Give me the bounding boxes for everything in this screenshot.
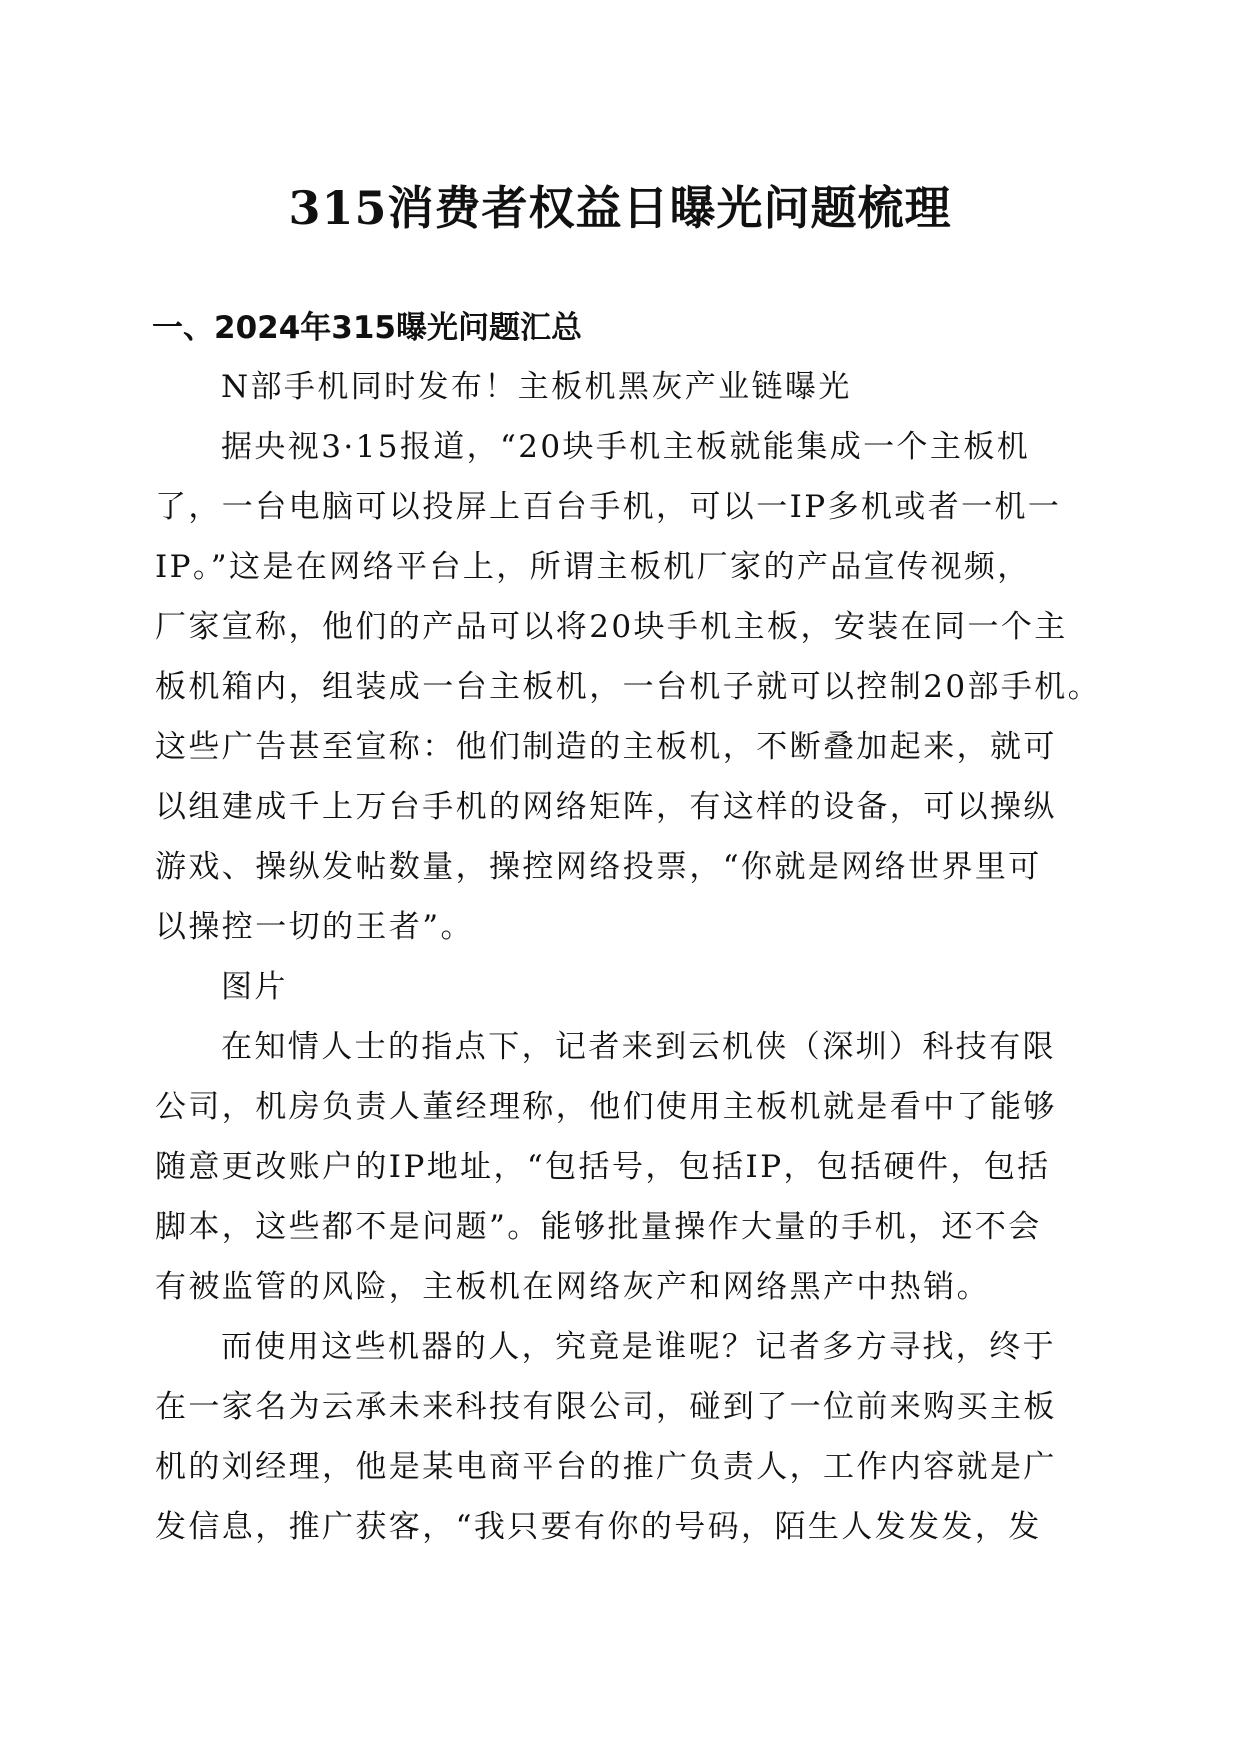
body-line: 机的刘经理，他是某电商平台的推广负责人，工作内容就是广: [155, 1449, 1057, 1485]
body-line: 以组建成千上万台手机的网络矩阵，有这样的设备，可以操纵: [155, 789, 1057, 825]
body-line: 有被监管的风险，主板机在网络灰产和网络黑产中热销。: [155, 1269, 990, 1305]
body-line: 而使用这些机器的人，究竟是谁呢？记者多方寻找，终于: [221, 1329, 1056, 1365]
body-line: 发信息，推广获客，“我只要有你的号码，陌生人发发发，发: [155, 1509, 1042, 1545]
document-body: [155, 357, 1102, 1557]
body-line: 在一家名为云承未来科技有限公司，碰到了一位前来购买主板: [155, 1389, 1057, 1425]
body-line: 在知情人士的指点下，记者来到云机侠（深圳）科技有限: [221, 1029, 1056, 1065]
body-line: 以操控一切的王者”。: [155, 909, 474, 945]
body-line: 据央视3·15报道，“20块手机主板就能集成一个主板机: [221, 429, 1031, 465]
body-line: N部手机同时发布！主板机黑灰产业链曝光: [221, 369, 852, 405]
body-line: IP。”这是在网络平台上，所谓主板机厂家的产品宣传视频，: [155, 549, 1031, 585]
body-line: 随意更改账户的IP地址，“包括号，包括IP，包括硬件，包括: [155, 1149, 1051, 1185]
body-line: 了，一台电脑可以投屏上百台手机，可以一IP多机或者一机一: [155, 489, 1062, 525]
body-line: 厂家宣称，他们的产品可以将20块手机主板，安装在同一个主: [155, 609, 1068, 645]
body-line: 板机箱内，组装成一台主板机，一台机子就可以控制20部手机。: [155, 669, 1102, 705]
section-heading: 一、2024年315曝光问题汇总: [152, 310, 582, 346]
body-line: 游戏、操纵发帖数量，操控网络投票，“你就是网络世界里可: [155, 849, 1042, 885]
body-line: 公司，机房负责人董经理称，他们使用主板机就是看中了能够: [155, 1089, 1057, 1125]
body-line: 脚本，这些都不是问题”。能够批量操作大量的手机，还不会: [155, 1209, 1042, 1245]
body-line: 这些广告甚至宣称：他们制造的主板机，不断叠加起来，就可: [155, 729, 1057, 765]
document-title: 315消费者权益日曝光问题梳理: [288, 181, 952, 235]
body-line: 图片: [221, 969, 288, 1005]
